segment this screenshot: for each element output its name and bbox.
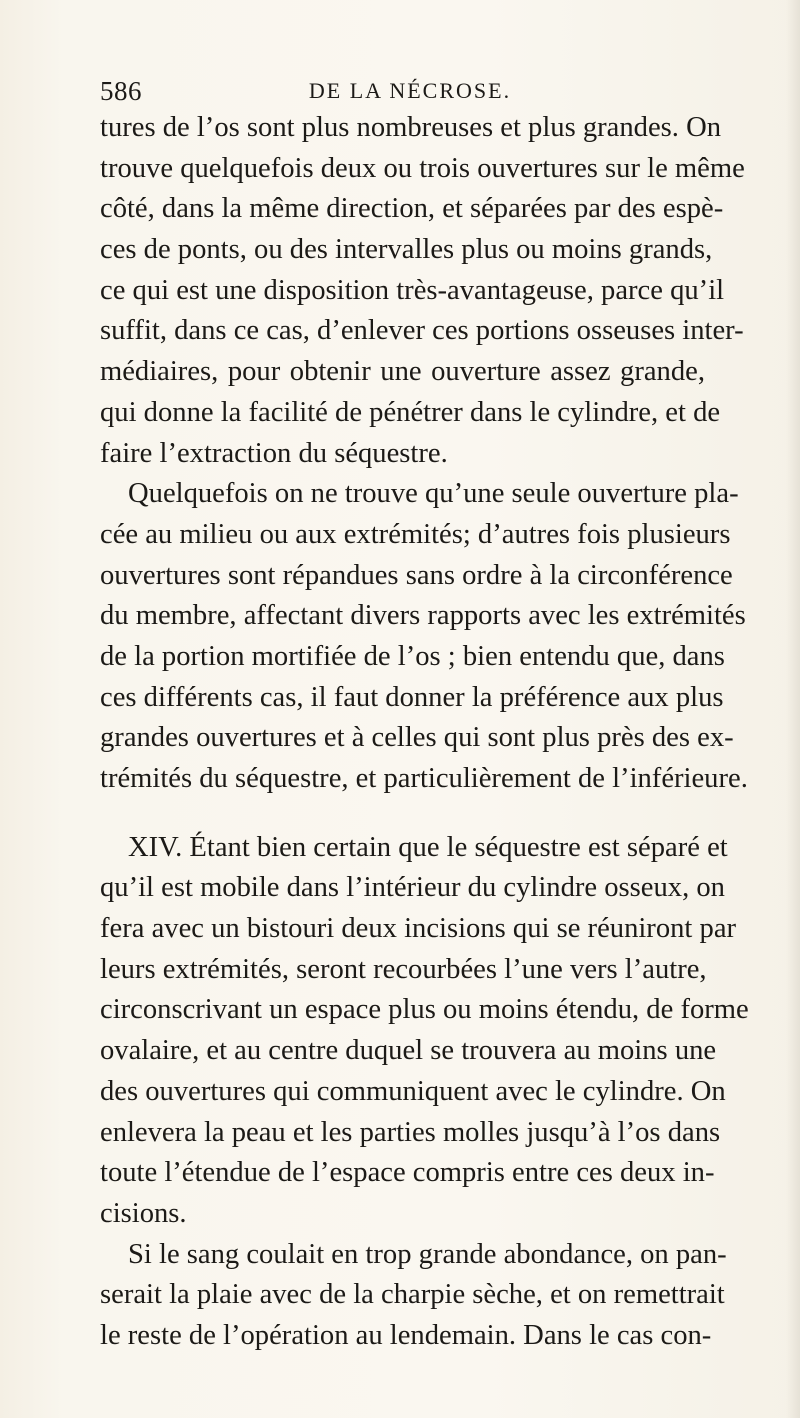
text-line: cée au milieu ou aux extrémités; d’autres fois plusieurs (100, 518, 731, 550)
page-number: 586 (100, 76, 142, 106)
text-line: toute l’étendue de l’espace compris entre ces deux in- (100, 1157, 715, 1189)
section-gap (100, 800, 705, 828)
text-line: qui donne la facilité de pénétrer dans le cylindre, et de (100, 396, 721, 428)
text-line: cisions. (100, 1197, 187, 1229)
text-line: fera avec un bistouri deux incisions qui se réuniront par (100, 913, 737, 945)
text-line: le reste de l’opération au lendemain. Dans le cas con- (100, 1319, 712, 1351)
text-line: Quelquefois on ne trouve qu’une seule ouverture pla- (128, 478, 739, 510)
text-line: circonscrivant un espace plus ou moins étendu, de forme (100, 994, 749, 1026)
text-line: serait la plaie avec de la charpie sèche, et on remettrait (100, 1279, 725, 1311)
paragraph (100, 474, 748, 800)
text-line: ouvertures sont répandues sans ordre à la circonférence (100, 559, 733, 591)
text-line: ces de ponts, ou des intervalles plus ou moins grands, (100, 234, 713, 266)
page-edge-shadow (786, 0, 800, 1418)
text-line: trémités du séquestre, et particulièrement de l’inférieure. (100, 763, 748, 794)
text-line: tures de l’os sont plus nombreuses et plus grandes. On (100, 112, 722, 143)
running-title: DE LA NÉCROSE. (308, 78, 512, 103)
text-line: enlevera la peau et les parties molles jusqu’à l’os dans (100, 1116, 721, 1148)
text-line: XIV. Étant bien certain que le séquestre est séparé et (128, 831, 728, 863)
text-line: suffit, dans ce cas, d’enlever ces portions osseuses inter- (100, 315, 744, 347)
text-line: ce qui est une disposition très-avantageuse, parce qu’il (100, 274, 725, 306)
text-line: grandes ouvertures et à celles qui sont plus près des ex- (100, 722, 734, 754)
text-line: des ouvertures qui communiquent avec le cylindre. On (100, 1075, 726, 1107)
text-line: de la portion mortifiée de l’os ; bien entendu que, dans (100, 640, 725, 672)
paragraph (100, 108, 745, 474)
text-line: du membre, affectant divers rapports avec les extrémités (100, 600, 746, 632)
paragraph (100, 1235, 727, 1357)
text-line: qu’il est mobile dans l’intérieur du cylindre osseux, on (100, 872, 725, 904)
paragraph-section-xiv (100, 828, 749, 1235)
text-line: trouve quelquefois deux ou trois ouvertures sur le même (100, 152, 745, 184)
text-line: ces différents cas, il faut donner la préférence aux plus (100, 681, 724, 713)
text-line: Si le sang coulait en trop grande abondance, on pan- (128, 1238, 727, 1270)
text-line: leurs extrémités, seront recourbées l’une vers l’autre, (100, 953, 707, 985)
text-line: faire l’extraction du séquestre. (100, 437, 448, 469)
body-text (100, 108, 749, 1357)
text-line: ovalaire, et au centre duquel se trouvera au moins une (100, 1035, 717, 1067)
text-line: médiaires, pour obtenir une ouverture assez grande, (100, 356, 705, 388)
page-header (100, 76, 700, 112)
text-line: côté, dans la même direction, et séparées par des espè- (100, 193, 724, 225)
